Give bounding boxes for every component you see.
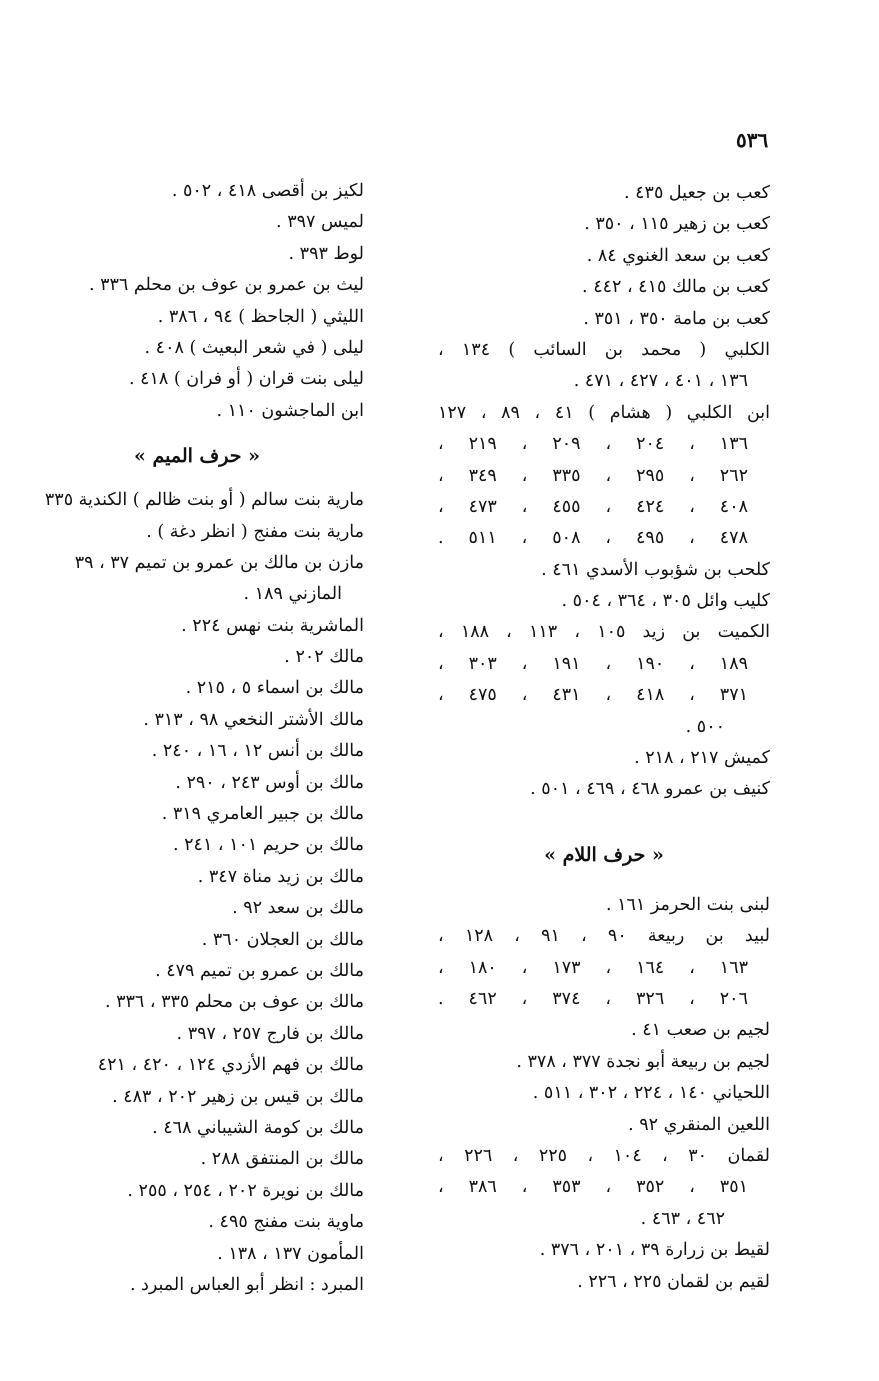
index-entry: كعب بن زهير ١١٥ ، ٣٥٠ . <box>584 214 770 235</box>
index-entry: ماوية بنت مفنج ٤٩٥ . <box>208 1212 364 1233</box>
index-entry: مالك بن زيد مناة ٣٤٧ . <box>197 866 364 887</box>
index-entry: ليلى ( في شعر البعيث ) ٤٠٨ . <box>144 337 364 358</box>
index-entry: لبنى بنت الحرمز ١٦١ . <box>605 894 770 915</box>
index-entry: الكميت بن زيد ١٠٥ ، ١١٣ ، ١٨٨ ، <box>438 622 770 643</box>
index-entry: مالك بن سعد ٩٢ . <box>232 898 364 919</box>
index-entry: مالك بن عوف بن محلم ٣٣٥ ، ٣٣٦ . <box>104 992 364 1013</box>
index-entry: مالك بن نويرة ٢٠٢ ، ٢٥٤ ، ٢٥٥ . <box>127 1180 364 1201</box>
index-entry: اللحياني ١٤٠ ، ٢٢٤ ، ٣٠٢ ، ٥١١ . <box>532 1083 770 1104</box>
section-heading-mim: « حرف الميم » <box>134 445 260 468</box>
entries-kaf <box>438 178 770 806</box>
index-entry: الماشرية بنت نهس ٢٢٤ . <box>181 615 364 636</box>
index-entry-continuation: المازني ١٨٩ . <box>243 584 342 605</box>
index-entry: المأمون ١٣٧ ، ١٣٨ . <box>217 1243 364 1264</box>
index-entry: مالك بن أوس ٢٤٣ ، ٢٩٠ . <box>175 772 364 793</box>
index-column-right <box>438 178 770 1298</box>
index-entry: المبرد : انظر أبو العباس المبرد . <box>129 1274 364 1295</box>
index-entry: لكيز بن أقصى ٤١٨ ، ٥٠٢ . <box>171 181 364 201</box>
index-entry-continuation: ٣٧١ ، ٤١٨ ، ٤٣١ ، ٤٧٥ ، <box>438 685 748 706</box>
index-entry-continuation: ٣٥١ ، ٣٥٢ ، ٣٥٣ ، ٣٨٦ ، <box>438 1177 748 1198</box>
entries-mim <box>30 485 364 1301</box>
section-heading-lam: « حرف اللام » <box>544 843 664 866</box>
index-entry: مالك بن العجلان ٣٦٠ . <box>201 929 364 950</box>
index-entry: ليث بن عمرو بن عوف بن محلم ٣٣٦ . <box>88 275 364 296</box>
index-entry: كليب وائل ٣٠٥ ، ٣٦٤ ، ٥٠٤ . <box>561 591 770 612</box>
index-entry: مالك ٢٠٢ . <box>284 647 364 668</box>
index-entry-continuation: ١٣٦ ، ٢٠٤ ، ٢٠٩ ، ٢١٩ ، <box>438 434 748 455</box>
index-entry: مازن بن مالك بن عمرو بن تميم ٣٧ ، ٣٩ <box>74 552 364 573</box>
index-entry: مالك بن المنتفق ٢٨٨ . <box>200 1149 364 1170</box>
index-entry-continuation: ٢٦٢ ، ٢٩٥ ، ٣٣٥ ، ٣٤٩ ، <box>438 465 748 486</box>
index-entry: اللعين المنقري ٩٢ . <box>628 1114 770 1135</box>
index-entry-continuation: ٥٠٠ . <box>685 716 725 737</box>
index-entry: لوط ٣٩٣ . <box>288 243 364 264</box>
index-entry: لميس ٣٩٧ . <box>276 212 364 233</box>
index-entry-continuation: ٢٠٦ ، ٣٢٦ ، ٣٧٤ ، ٤٦٢ . <box>438 988 748 1009</box>
page-number: ٥٣٦ <box>736 128 769 152</box>
index-entry: ليلى بنت قران ( أو فران ) ٤١٨ . <box>128 369 364 390</box>
index-entry: مارية بنت سالم ( أو بنت ظالم ) الكندية ٣٣٥ <box>44 490 364 511</box>
index-entry: مالك بن قيس بن زهير ٢٠٢ ، ٤٨٣ . <box>112 1086 364 1107</box>
index-entry-continuation: ٤٦٢ ، ٤٦٣ . <box>640 1208 725 1229</box>
index-entry: مارية بنت مفنج ( انظر دغة ) . <box>146 521 364 542</box>
index-entry: مالك بن فارج ٢٥٧ ، ٣٩٧ . <box>176 1023 364 1044</box>
index-entry: كميش ٢١٧ ، ٢١٨ . <box>634 748 770 769</box>
index-entry: مالك بن أنس ١٢ ، ١٦ ، ٢٤٠ . <box>151 741 364 762</box>
index-entry: لبيد بن ربيعة ٩٠ ، ٩١ ، ١٢٨ ، <box>438 926 770 947</box>
index-entry: لقمان ٣٠ ، ١٠٤ ، ٢٢٥ ، ٢٢٦ ، <box>438 1145 770 1166</box>
index-entry: مالك بن عمرو بن تميم ٤٧٩ . <box>155 960 364 981</box>
index-entry: كعب بن جعيل ٤٣٥ . <box>624 183 770 203</box>
index-entry: مالك بن جبير العامري ٣١٩ . <box>161 804 364 825</box>
index-entry-continuation: ١٦٣ ، ١٦٤ ، ١٧٣ ، ١٨٠ ، <box>438 957 748 978</box>
index-column-left <box>30 176 364 1301</box>
index-entry: ابن الكلبي ( هشام ) ٤١ ، ٨٩ ، ١٢٧ <box>438 402 770 423</box>
index-entry: مالك الأشتر النخعي ٩٨ ، ٣١٣ . <box>143 709 364 730</box>
index-entry: كعب بن سعد الغنوي ٨٤ . <box>586 245 770 266</box>
entries-lam-continued <box>30 176 364 427</box>
entries-lam <box>438 890 770 1298</box>
index-entry: مالك بن فهم الأزدي ١٢٤ ، ٤٢٠ ، ٤٢١ <box>97 1055 364 1076</box>
index-entry: كلحب بن شؤبوب الأسدي ٤٦١ . <box>541 559 770 580</box>
index-entry-continuation: ١٨٩ ، ١٩٠ ، ١٩١ ، ٣٠٣ ، <box>438 653 748 674</box>
index-entry-continuation: ٤٠٨ ، ٤٢٤ ، ٤٥٥ ، ٤٧٣ ، <box>438 496 748 517</box>
index-entry: كنيف بن عمرو ٤٦٨ ، ٤٦٩ ، ٥٠١ . <box>530 779 770 800</box>
index-entry: ابن الماجشون ١١٠ . <box>216 400 364 421</box>
index-entry: لجيم بن صعب ٤١ . <box>631 1020 770 1041</box>
index-entry: الليثي ( الجاحظ ) ٩٤ ، ٣٨٦ . <box>157 306 364 327</box>
index-entry-continuation: ٤٧٨ ، ٤٩٥ ، ٥٠٨ ، ٥١١ . <box>438 528 748 549</box>
index-entry: مالك بن كومة الشيباني ٤٦٨ . <box>152 1117 364 1138</box>
index-entry: كعب بن مامة ٣٥٠ ، ٣٥١ . <box>583 308 770 329</box>
index-entry: كعب بن مالك ٤١٥ ، ٤٤٢ . <box>582 277 770 298</box>
index-entry: لجيم بن ربيعة أبو نجدة ٣٧٧ ، ٣٧٨ . <box>516 1051 770 1072</box>
index-entry: لقيم بن لقمان ٢٢٥ ، ٢٢٦ . <box>577 1271 770 1292</box>
index-entry: مالك بن اسماء ٥ ، ٢١٥ . <box>185 678 364 699</box>
index-entry: الكلبي ( محمد بن السائب ) ١٣٤ ، <box>438 339 770 360</box>
index-entry: لقيط بن زرارة ٣٩ ، ٢٠١ ، ٣٧٦ . <box>539 1240 770 1261</box>
index-entry: مالك بن حريم ١٠١ ، ٢٤١ . <box>173 835 364 856</box>
index-entry-continuation: ١٣٦ ، ٤٠١ ، ٤٢٧ ، ٤٧١ . <box>573 371 748 392</box>
